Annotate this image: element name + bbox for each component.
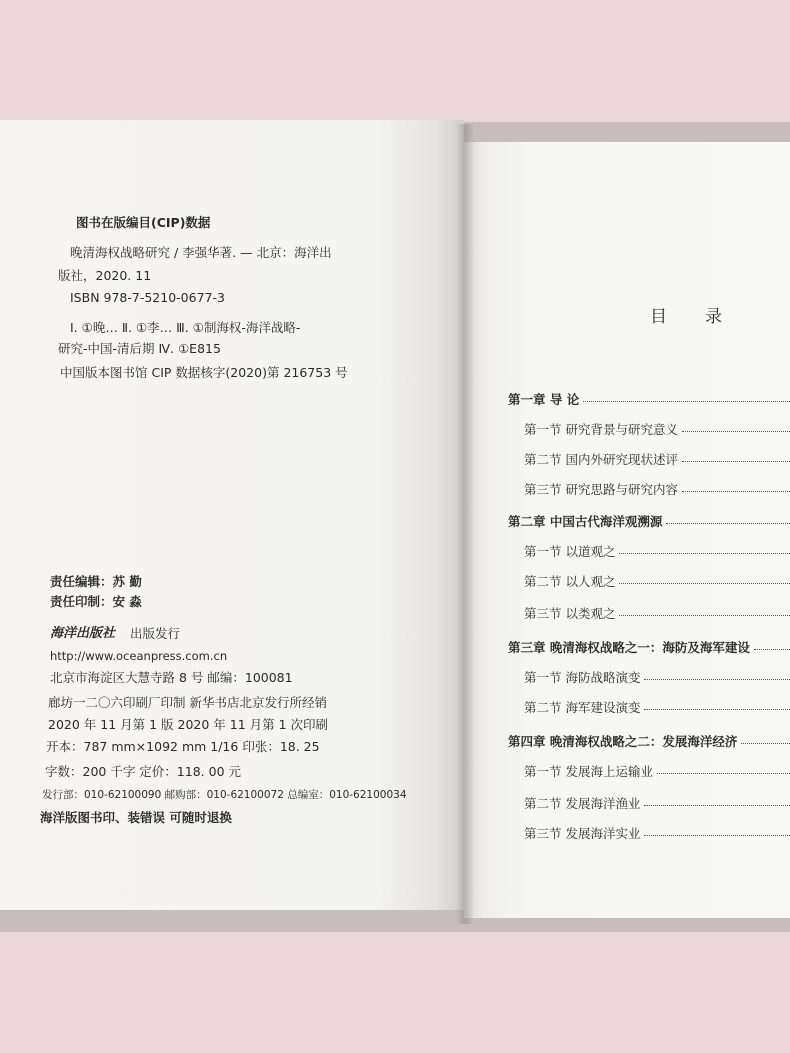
toc-section-entry — [0, 789, 790, 812]
toc-leader-dots — [619, 583, 790, 584]
edition: 2020 年 11 月第 1 版 2020 年 11 月第 1 次印刷 — [48, 717, 329, 732]
toc-entry-label: 第四章 晚清海权战略之二：发展海洋经济 — [508, 734, 738, 749]
toc-leader-dots — [666, 523, 790, 524]
toc-leader-dots — [682, 431, 790, 432]
toc-section-entry — [0, 666, 790, 686]
toc-leader-dots — [644, 679, 790, 680]
toc-leader-dots — [682, 461, 790, 462]
toc-section-entry — [0, 418, 790, 438]
toc-chapter-entry — [0, 636, 790, 656]
toc-entry-label: 第三节 发展海洋实业 — [524, 826, 641, 841]
toc-leader-dots — [741, 743, 790, 744]
website: http://www.oceanpress.com.cn — [50, 649, 228, 663]
toc-entry-label: 第二节 以人观之 — [524, 574, 616, 589]
format: 开本：787 mm×1092 mm 1/16 印张：18. 25 — [46, 739, 320, 754]
toc-section-entry — [0, 822, 790, 842]
toc-entry-label: 第三章 晚清海权战略之一：海防及海军建设 — [508, 640, 750, 655]
toc-section-entry — [0, 478, 790, 498]
toc-title: 目录 — [650, 307, 760, 327]
cip-class1: Ⅰ. ①晚… Ⅱ. ①李… Ⅲ. ①制海权-海洋战略- — [70, 320, 301, 335]
toc-leader-dots — [619, 615, 790, 616]
toc-leader-dots — [619, 553, 790, 554]
toc-entry-label: 第三节 研究思路与研究内容 — [524, 482, 678, 497]
cip-number: 中国版本图书馆 CIP 数据核字(2020)第 216753 号 — [60, 365, 348, 380]
publisher-logo: 海洋出版社 — [50, 626, 116, 641]
toc-leader-dots — [682, 491, 790, 492]
toc-section-entry — [0, 696, 790, 716]
toc-section-entry — [0, 448, 790, 468]
toc-leader-dots — [657, 773, 790, 774]
toc-leader-dots — [644, 709, 790, 710]
toc-chapter-entry — [0, 510, 790, 530]
toc-chapter-entry — [0, 730, 790, 750]
cip-line2: 版社，2020. 11 — [58, 268, 152, 283]
publisher-suffix: 出版发行 — [130, 626, 181, 641]
toc-leader-dots — [754, 649, 790, 650]
toc-section-entry — [0, 540, 790, 560]
toc-entry-label: 第一节 研究背景与研究意义 — [524, 422, 678, 437]
printer: 责任印制：安 淼 — [50, 594, 142, 609]
toc-entry-label: 第一章 导 论 — [508, 392, 580, 407]
words-price: 字数：200 千字 定价：118. 00 元 — [45, 764, 241, 779]
cip-line1: 晚清海权战略研究 / 李强华著. — 北京：海洋出 — [70, 245, 332, 260]
toc-entry-label: 第一节 以道观之 — [524, 544, 616, 559]
cip-heading: 图书在版编目(CIP)数据 — [76, 215, 211, 230]
toc-entry-label: 第三节 以类观之 — [524, 606, 616, 621]
cip-isbn: ISBN 978-7-5210-0677-3 — [70, 290, 225, 305]
error-notice: 海洋版图书印、装错误 可随时退换 — [40, 810, 232, 825]
toc-entry-label: 第二节 海军建设演变 — [524, 700, 641, 715]
toc-section-entry — [0, 760, 790, 780]
phones: 发行部：010-62100090 邮购部：010-62100072 总编室：010-62100034 — [42, 789, 407, 801]
toc-entry-label: 第二节 发展海洋渔业 — [524, 796, 641, 811]
toc-entry-label: 第二节 国内外研究现状述评 — [524, 452, 678, 467]
editor: 责任编辑：苏 勤 — [50, 574, 142, 589]
address: 北京市海淀区大慧寺路 8 号 邮编：100081 — [50, 670, 293, 685]
toc-entry-label: 第一节 发展海上运输业 — [524, 764, 653, 779]
toc-section-entry — [0, 570, 790, 590]
toc-leader-dots — [583, 401, 790, 402]
toc-chapter-entry — [0, 388, 790, 408]
toc-section-entry — [0, 602, 790, 622]
print-shop: 廊坊一二〇六印刷厂印制 新华书店北京发行所经销 — [48, 695, 327, 710]
toc-leader-dots — [644, 835, 790, 836]
toc-entry-label: 第二章 中国古代海洋观溯源 — [508, 514, 663, 529]
toc-leader-dots — [644, 805, 790, 806]
toc-entry-label: 第一节 海防战略演变 — [524, 670, 641, 685]
cip-class2: 研究-中国-清后期 Ⅳ. ①E815 — [58, 341, 221, 356]
